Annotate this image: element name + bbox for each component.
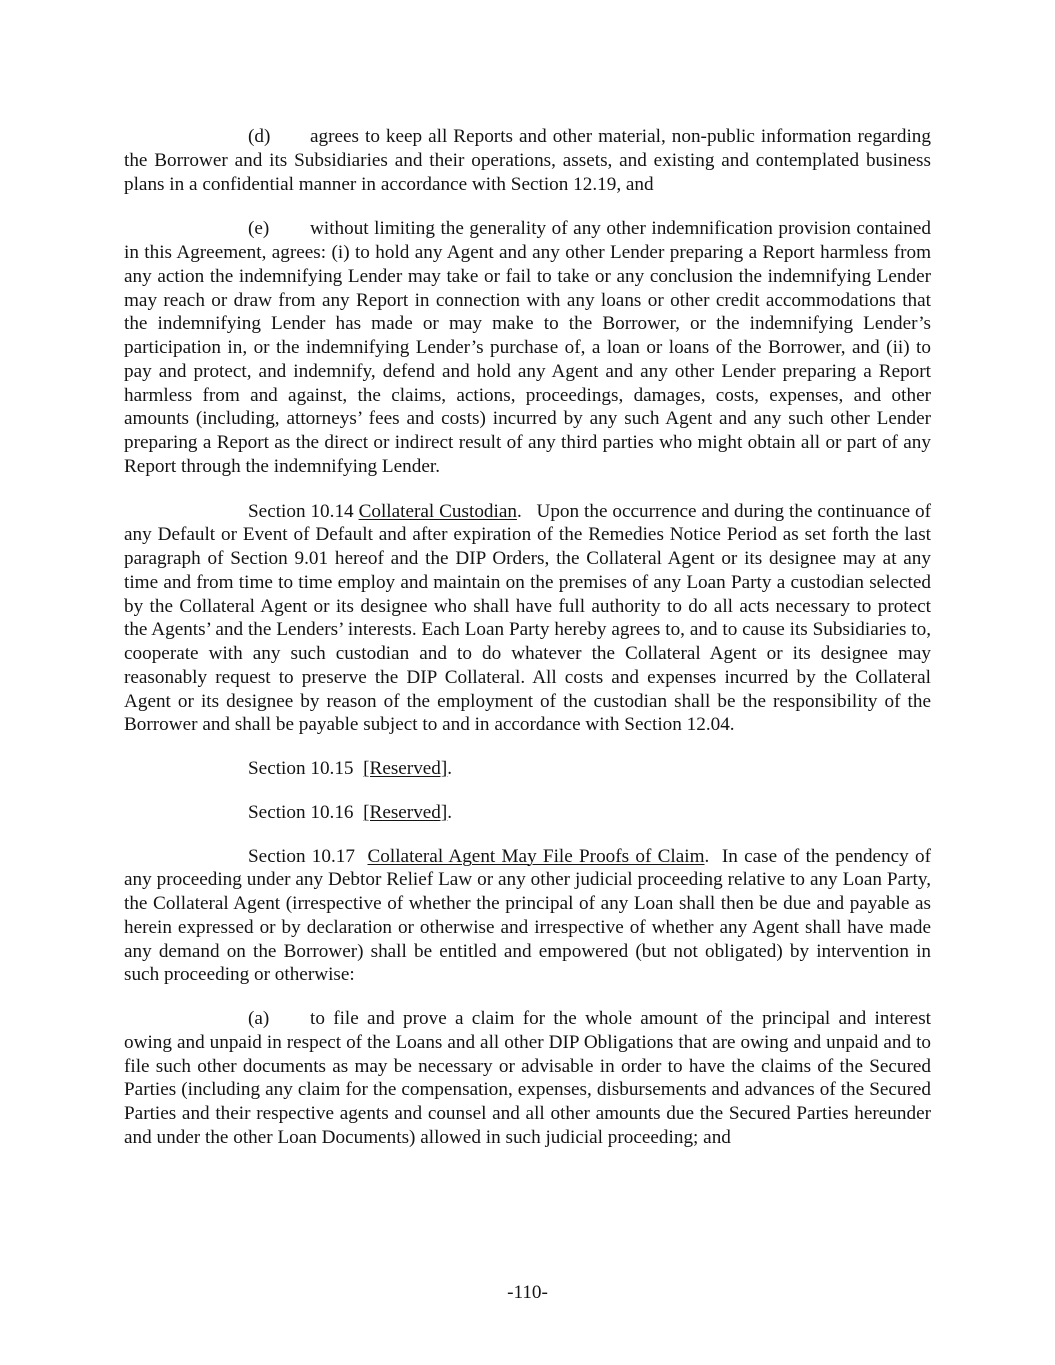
document-page: [124, 125, 931, 1170]
section-text: In case of the pendency of any proceeding under any Debtor Relief Law or any other judicial proceeding relative to any Loan Party, the Collateral Agent (irrespective of whether the principal of any Loan shall then be due and payable as herein expressed or by declaration or otherwise and irrespective of whether any Agent shall have made any demand on the Borrower) shall be entitled and empowered (but not obligated) by intervention in such proceeding or otherwise:: [124, 845, 932, 986]
clause-text: without limiting the generality of any other indemnification provision contained in this Agreement, agrees: (i) to hold any Agent and any other Lender preparing a Report harmless from any action the indemnifying Lender may take or fail to take or any conclusion the indemnifying Lender may reach or draw from any Report in connection with any loans or other credit accommodations that the indemnifying Lender has made or may make to the Borrower, or the indemnifying Lender’s participation in, or the indemnifying Lender’s purchase of, a loan or loans of the Borrower, and (ii) to pay and protect, and indemnify, defend and hold any Agent and any other Lender preparing a Report harmless from and against, the claims, actions, proceedings, damages, costs, expenses, and other amounts (including, attorneys’ fees and costs) incurred by any such Agent and any such other Lender preparing a Report as the direct or indirect result of any third parties who might obtain all or part of any Report through the indemnifying Lender.: [124, 218, 931, 477]
section-heading: [Reserved]: [363, 758, 448, 779]
clause-label: (d): [248, 126, 271, 147]
section-number: Section 10.14: [248, 500, 354, 522]
clause-label: (e): [248, 218, 270, 240]
section-10-14: Section 10.14 Collateral Custodian. Upon the occurrence and during the continuance of any Default or Event of Default and after expiration of the Remedies Notice Period as set forth the last paragraph of Section 9.01 hereof and the DIP Orders, the Collateral Agent or its designee may at any time and from time to time employ and maintain on the premises of any Loan Party a custodian selected by the Collateral Agent or its designee who shall have full authority to do all acts necessary to protect the Agents’ and the Lenders’ interests. Each Loan Party hereby agrees to, and to cause its Subsidiaries to, cooperate with any such custodian and to do whatever the Collateral Agent or its designee may reasonably request to preserve the DIP Collateral. All costs and expenses incurred by the Collateral Agent or its designee by reason of the employment of the custodian shall be the responsibility of the Borrower and shall be payable subject to and in accordance with Section 12.04.: [124, 500, 932, 736]
clause-a: [124, 1007, 931, 1150]
page-number: -110-: [507, 1282, 548, 1303]
section-heading: Collateral Agent May File Proofs of Claim: [367, 845, 705, 867]
section-number: Section 10.17: [248, 845, 355, 867]
clause-label: (a): [248, 1008, 270, 1029]
section-10-17: Section 10.17 Collateral Agent May File Proofs of Claim. In case of the pendency of any proceeding under any Debtor Relief Law or any other judicial proceeding relative to any Loan Party, the Collateral Agent (irrespective of whether the principal of any Loan shall then be due and payable as herein expressed or by declaration or otherwise and irrespective of whether any Agent shall have made any demand on the Borrower) shall be entitled and empowered (but not obligated) by intervention in such proceeding or otherwise:: [124, 845, 932, 986]
clause-text: agrees to keep all Reports and other material, non-public information regarding the Borrower and its Subsidiaries and their operations, assets, and existing and contemplated business plans in a confidential manner in accordance with Section 12.19, and: [124, 126, 931, 195]
clause-d: [124, 125, 931, 196]
clause-e: [124, 217, 931, 478]
section-10-16: Section 10.16 [Reserved].: [248, 801, 453, 823]
section-text: Upon the occurrence and during the continuance of any Default or Event of Default and after expiration of the Remedies Notice Period as set forth the last paragraph of Section 9.01 hereof and the DIP Orders, the Collateral Agent or its designee may at any time and from time to time employ and maintain on the premises of any Loan Party a custodian selected by the Collateral Agent or its designee who shall have full authority to do all acts necessary to protect the Agents’ and the Lenders’ interests. Each Loan Party hereby agrees to, and to cause its Subsidiaries to, cooperate with any such custodian and to do whatever the Collateral Agent or its designee may reasonably request to preserve the DIP Collateral. All costs and expenses incurred by the Collateral Agent or its designee by reason of the employment of the custodian shall be the responsibility of the Borrower and shall be payable subject to and in accordance with Section 12.04.: [124, 500, 932, 736]
clause-text: to file and prove a claim for the whole amount of the principal and interest owing and unpaid in respect of the Loans and all other DIP Obligations that are owing and unpaid and to file such other documents as may be necessary or advisable in order to have the claims of the Secured Parties (including any claim for the compensation, expenses, disbursements and advances of the Secured Parties and their respective agents and counsel and all other amounts due the Secured Parties hereunder and under the other Loan Documents) allowed in such judicial proceeding; and: [124, 1008, 931, 1148]
section-number: Section 10.15: [248, 758, 354, 779]
section-10-15: Section 10.15 [Reserved].: [248, 758, 453, 779]
section-number: Section 10.16: [248, 801, 354, 823]
section-heading: [Reserved]: [363, 801, 448, 823]
section-heading: Collateral Custodian: [358, 500, 517, 522]
